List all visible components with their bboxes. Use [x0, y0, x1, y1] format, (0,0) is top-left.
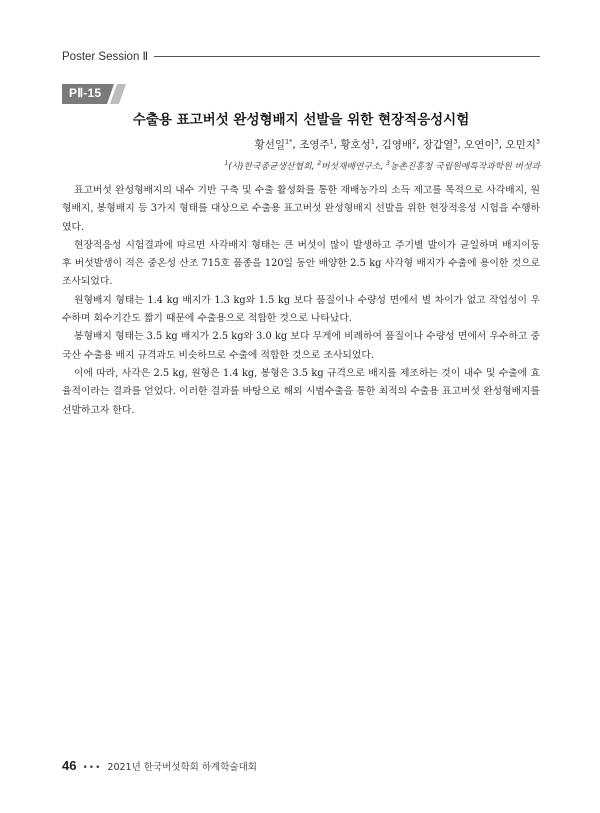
affiliation: 농촌진흥청 국립원예특작과학원 버섯과 — [389, 162, 540, 172]
affiliation-sup: 2 — [317, 160, 322, 168]
author-sup: 1* — [285, 137, 293, 146]
session-header — [62, 49, 540, 63]
author: 오민지 — [505, 139, 536, 151]
author: 김영배 — [381, 139, 413, 151]
abstract-paragraph: 이에 따라, 사각은 2.5 kg, 원형은 1.4 kg, 봉형은 3.5 kg 규격으로 배지를 제조하는 것이 내수 및 수출에 효율적이라는 결과를 얻었다. 이러한 결과를 바탕으로 해외 시범수출을 통한 최적의 수출용 표고버섯 완성형배지를 선발하고자 한다. — [62, 367, 540, 416]
affiliation-sup: 1 — [224, 160, 229, 168]
session-label: Poster Session Ⅱ — [62, 51, 149, 63]
affiliation: (사)한국종균생산협회, — [228, 162, 315, 172]
poster-code-badge — [62, 84, 126, 104]
paper-title: 수출용 표고버섯 완성형배지 선발을 위한 현장적응성시험 — [132, 112, 470, 128]
author: 오연이 — [464, 139, 495, 151]
author: 조영주 — [299, 139, 330, 151]
affiliation-sup: 3 — [386, 160, 390, 168]
author-list: 황선일$^{1*}$, 조영주$^1$, 황호성$^1$, 김영배$^2$, 장갑열$^3$, 오연이$^3$, 오민지$^3$ — [254, 137, 540, 151]
author-sup: 1 — [370, 137, 375, 146]
affiliation: 버섯재배연구소, — [321, 162, 384, 172]
abstract-paragraph: 현장적응성 시험결과에 따르면 사각배지 형태는 큰 버섯이 많이 발생하고 주기별 발이가 균일하며 배지이동 후 버섯발생이 적은 중온성 산조 715호 품종을 120일 동안 배양한 2.5 kg 사각형 배지가 수출에 용이한 것으로 조사되었다. — [62, 239, 540, 288]
abstract-paragraph: 표고버섯 완성형배지의 내수 기반 구축 및 수출 활성화를 통한 재배농가의 소득 제고를 목적으로 사각배지, 원형배지, 봉형배지 등 3가지 형태를 대상으로 수출용 표고버섯 완성형배지 선발을 위한 현장적응성 시험을 수행하였다. — [62, 185, 540, 233]
author-sup: 2 — [412, 137, 417, 146]
author: 장갑열 — [422, 139, 454, 151]
poster-code: PⅡ-15 — [69, 86, 102, 100]
author: 황선일 — [254, 139, 286, 151]
conference-name: 2021년 한국버섯학회 하계학술대회 — [107, 762, 257, 773]
author-sup: 3 — [494, 137, 499, 146]
header-rule — [154, 56, 540, 57]
abstract-body — [62, 182, 540, 420]
author-sup: 3 — [453, 137, 458, 146]
affiliation-list — [224, 159, 540, 172]
footer-dots: ••• — [82, 763, 102, 773]
author: 황호성 — [340, 139, 371, 151]
author-sup: 1 — [329, 137, 334, 146]
abstract-paragraph: 원형배지 형태는 1.4 kg 배지가 1.3 kg와 1.5 kg 보다 품질이나 수량성 면에서 별 차이가 없고 작업성이 우수하며 회수기간도 짧기 때문에 수출용으로 적합한 것으로 나타났다. — [62, 294, 540, 325]
author-sup: 3 — [535, 137, 540, 146]
page-footer — [62, 758, 257, 774]
page-number: 46 — [62, 758, 77, 773]
abstract-paragraph: 봉형배지 형태는 3.5 kg 배지가 2.5 kg와 3.0 kg 보다 무게에 비례하여 품질이나 수량성 면에서 우수하고 중국산 수출용 배지 규격과도 비슷하므로 수출에 적합한 것으로 조사되었다. — [62, 331, 540, 361]
